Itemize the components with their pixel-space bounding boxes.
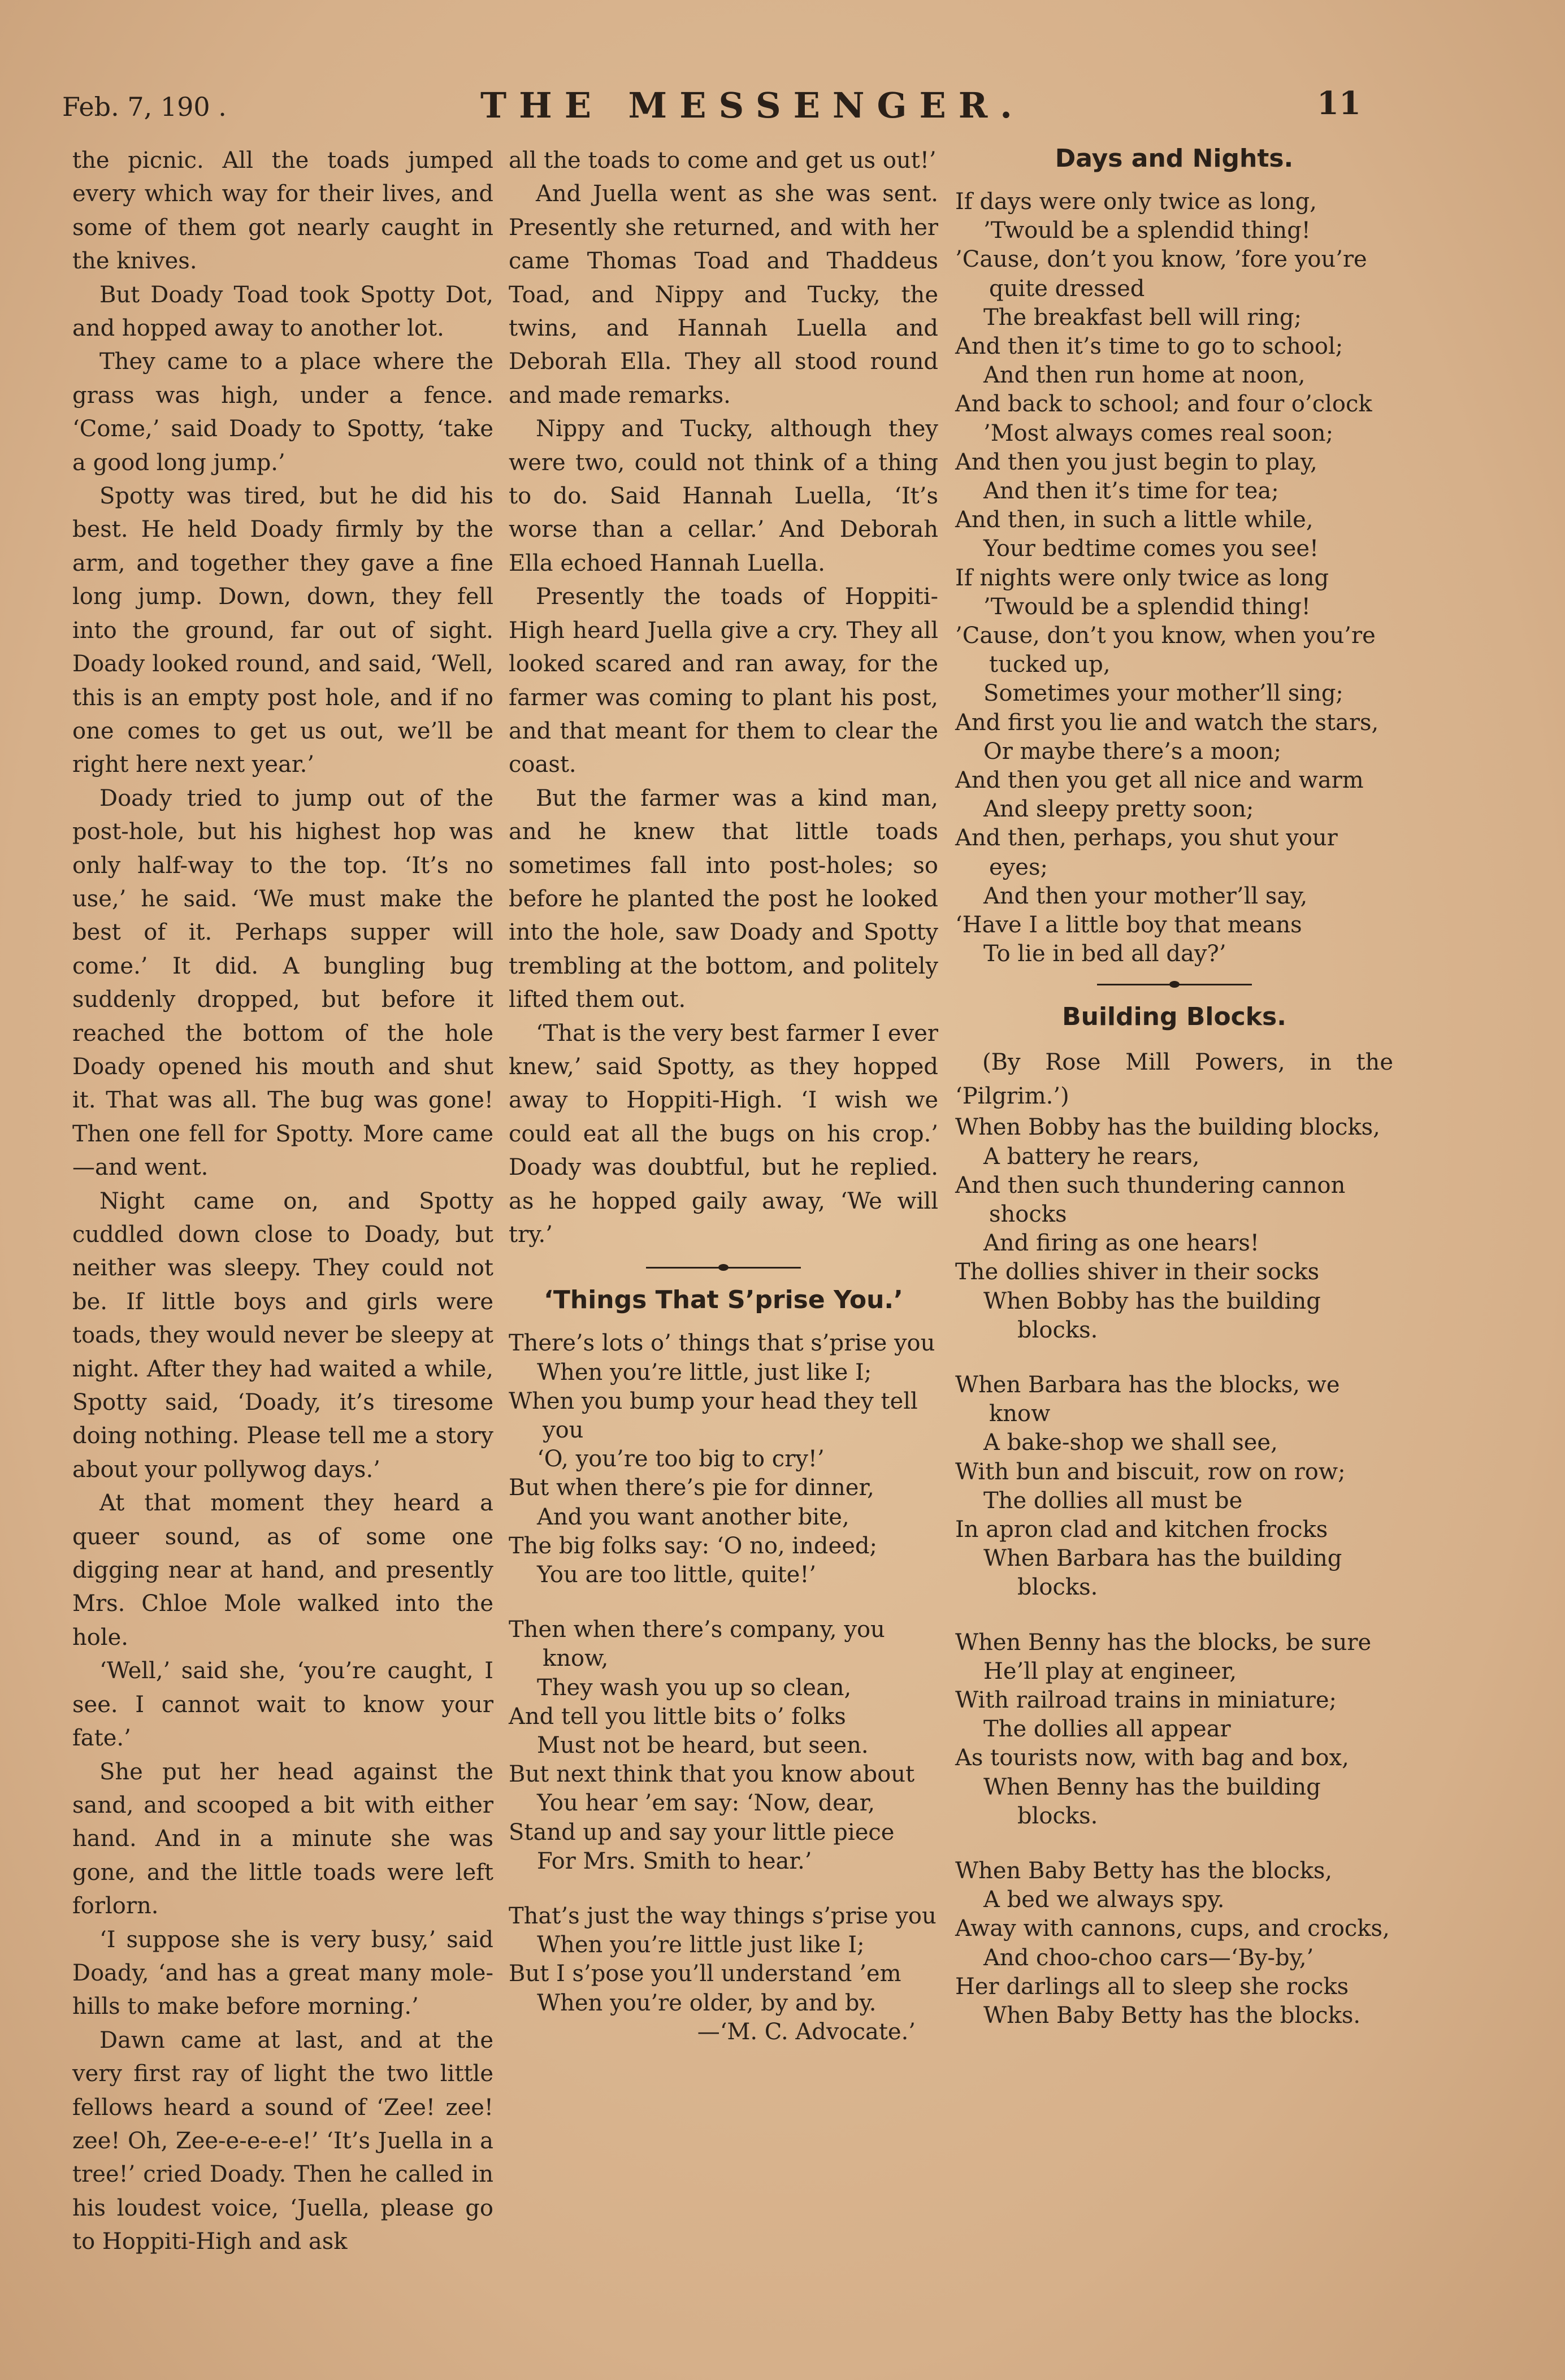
poem-line: For Mrs. Smith to hear.’: [537, 1848, 812, 1874]
poem-line: And first you lie and watch the stars,: [955, 709, 1379, 736]
poem-line: When you’re little just like I;: [537, 1932, 865, 1958]
poem-line: When Barbara has the building blocks.: [983, 1545, 1342, 1601]
poem-line: With railroad trains in miniature;: [955, 1687, 1337, 1713]
poem-line: When Bobby has the building blocks.: [983, 1288, 1321, 1343]
poem-line: The dollies all appear: [983, 1716, 1231, 1743]
poem-blocks: [955, 1113, 1393, 2030]
poem-sprise: [509, 1329, 938, 2047]
poem-line: Sometimes your mother’ll sing;: [983, 680, 1343, 707]
story-paragraph: all the toads to come and get us out!’: [509, 147, 937, 173]
poem-line: But I s’pose you’ll understand ’em: [509, 1961, 901, 1987]
poem-line: Then when there’s company, you know,: [509, 1617, 885, 1672]
story-paragraph: Nippy and Tucky, although they were two, could not think of a thing to do. Said Hannah Luella, ‘It’s worse than a cellar.’ And Deborah Ella echoed Hannah Luella.: [509, 416, 938, 576]
story-paragraph: But the farmer was a kind man, and he knew that little toads sometimes fall into post-holes; so before he planted the post he looked into the hole, saw Doady and Spotty trembling at the bottom, and politely lifted them out.: [509, 785, 938, 1013]
story-paragraph: ‘I suppose she is very busy,’ said Doady, ‘and has a great many mole-hills to make before morning.’: [72, 1926, 493, 2020]
poem-line: And then such thundering cannon shocks: [955, 1172, 1346, 1227]
poem-line: Your bedtime comes you see!: [983, 536, 1319, 562]
poem-stanza: [955, 1113, 1393, 1345]
poem-stanza: [509, 1329, 938, 1589]
poem-line: A bake-shop we shall see,: [983, 1430, 1278, 1456]
story-paragraph: Dawn came at last, and at the very first ray of light the two little fellows heard a sound of ‘Zee! zee! zee! Oh, Zee-e-e-e-e!’ ‘It’s Juella in a tree!’ cried Doady. Then he called in his loudest voice, ‘Juella, please go to Hoppiti-High and ask: [72, 2027, 493, 2255]
poem-stanza: [509, 1902, 938, 2047]
poem-line: Stand up and say your little piece: [509, 1819, 895, 1845]
poem-line: Away with cannons, cups, and crocks,: [955, 1916, 1390, 1942]
poem-days: [955, 188, 1393, 968]
poem-line: But when there’s pie for dinner,: [509, 1475, 874, 1501]
story-paragraph: And Juella went as she was sent. Presently she returned, and with her came Thomas Toad and Thaddeus Toad, and Nippy and Tucky, the twins, and Hannah Luella and Deborah Ella. They all stood round and made remarks.: [509, 181, 938, 409]
poem-line: And then, perhaps, you shut your eyes;: [955, 825, 1338, 880]
poem-line: If nights were only twice as long: [955, 564, 1329, 591]
column-story-middle: [509, 144, 938, 2047]
masthead-title: THE MESSENGER.: [480, 85, 1025, 126]
poem-line: You are too little, quite!’: [537, 1562, 817, 1588]
poem-line: And choo-choo cars—‘By-by,’: [983, 1944, 1314, 1971]
poem-stanza: [955, 1857, 1393, 2030]
poem-line: And back to school; and four o’clock: [955, 391, 1372, 418]
section-divider: [509, 1264, 938, 1271]
story-paragraph: Spotty was tired, but he did his best. He held Doady firmly by the arm, and together they gave a fine long jump. Down, down, they fell into the ground, far out of sight. Doady looked round, and said, ‘Well, this is an empty post hole, and if no one comes to get us out, we’ll be right here next year.’: [72, 483, 493, 778]
poem-line: ’Twould be a splendid thing!: [983, 593, 1311, 620]
poem-line: When Benny has the blocks, be sure: [955, 1629, 1372, 1656]
poem-line: And tell you little bits o’ folks: [509, 1703, 846, 1730]
poem-line: The dollies all must be: [983, 1487, 1243, 1514]
page-header: [62, 85, 1361, 136]
poem-stanza: [955, 1628, 1393, 1831]
poem-line: The dollies shiver in their socks: [955, 1259, 1320, 1285]
story-paragraph: She put her head against the sand, and scooped a bit with either hand. And in a minute she was gone, and the little toads were left forlorn.: [72, 1758, 493, 1919]
poem-stanza: [955, 1371, 1393, 1602]
poem-line: When you bump your head they tell you: [509, 1388, 918, 1444]
poem-line: When Barbara has the blocks, we know: [955, 1371, 1340, 1427]
poem-line: When Benny has the building blocks.: [983, 1774, 1321, 1829]
poem-line: And then your mother’ll say,: [983, 883, 1308, 909]
poem-line: And you want another bite,: [537, 1504, 849, 1530]
poem-line: You hear ’em say: ‘Now, dear,: [537, 1790, 875, 1817]
poem-line: And then run home at noon,: [983, 362, 1306, 389]
poem-line: Or maybe there’s a moon;: [983, 738, 1282, 765]
poem-line: Her darlings all to sleep she rocks: [955, 1973, 1349, 2000]
story-paragraph: At that moment they heard a queer sound, as of some one digging near at hand, and presently Mrs. Chloe Mole walked into the hole.: [72, 1490, 493, 1651]
poem-line: And then you get all nice and warm: [955, 767, 1364, 794]
poem-line: When Baby Betty has the blocks,: [955, 1857, 1333, 1884]
poem-line: A bed we always spy.: [983, 1887, 1225, 1913]
poem-title-blocks: Building Blocks.: [1062, 1002, 1286, 1032]
section-divider: [955, 981, 1393, 988]
poem-title-sprise: ‘Things That S’prise You.’: [544, 1285, 903, 1315]
poem-line: If days were only twice as long,: [955, 189, 1317, 215]
column-poems-right: [955, 144, 1393, 2056]
story-paragraph: ‘That is the very best farmer I ever knew,’ said Spotty, as they hopped away to Hoppiti-High. ‘I wish we could eat all the bugs on his crop.’ Doady was doubtful, but he replied. as he hopped gaily away, ‘We will try.’: [509, 1020, 938, 1248]
poem-title-days: Days and Nights.: [1055, 144, 1294, 173]
poem-line: And firing as one hears!: [983, 1230, 1259, 1257]
poem-line: ’Most always comes real soon;: [983, 420, 1334, 446]
poem-line: But next think that you know about: [509, 1761, 915, 1788]
poem-line: That’s just the way things s’prise you: [509, 1903, 937, 1930]
poem-line: With bun and biscuit, row on row;: [955, 1458, 1346, 1485]
poem-line: ’Twould be a splendid thing!: [983, 218, 1311, 244]
poem-line: When Bobby has the building blocks,: [955, 1114, 1380, 1141]
poem-line: ‘Have I a little boy that means: [955, 912, 1302, 939]
poem-line: ‘O, you’re too big to cry!’: [537, 1446, 825, 1473]
poem-line: As tourists now, with bag and box,: [955, 1745, 1349, 1771]
poem-line: A battery he rears,: [983, 1143, 1200, 1170]
poem-line: When you’re little, just like I;: [537, 1359, 872, 1386]
story-paragraph: the picnic. All the toads jumped every which way for their lives, and some of them got nearly caught in the knives.: [72, 147, 493, 275]
poem-line: The big folks say: ‘O no, indeed;: [509, 1532, 877, 1559]
poem-line: And sleepy pretty soon;: [983, 796, 1254, 823]
story-paragraph: But Doady Toad took Spotty Dot, and hopped away to another lot.: [72, 281, 493, 342]
story-paragraph: Presently the toads of Hoppiti-High heard Juella give a cry. They all looked scared and ran away, for the farmer was coming to plant his post, and that meant for them to clear the coast.: [509, 584, 938, 778]
poem-line: And then you just begin to play,: [955, 449, 1317, 475]
column-story-left: [72, 144, 493, 2259]
story-paragraph: ‘Well,’ said she, ‘you’re caught, I see. I cannot wait to know your fate.’: [72, 1658, 493, 1752]
poem-line: And then it’s time to go to school;: [955, 333, 1343, 360]
poem-line: In apron clad and kitchen frocks: [955, 1516, 1328, 1543]
poem-stanza: [509, 1615, 938, 1876]
poem-line: The breakfast bell will ring;: [983, 304, 1302, 331]
poem-line: When you’re older, by and by.: [537, 1990, 877, 2016]
poem-line: There’s lots o’ things that s’prise you: [509, 1330, 935, 1357]
poem-line: ’Cause, don’t you know, ’fore you’re quite dressed: [955, 246, 1367, 302]
poem-line: And then it’s time for tea;: [983, 478, 1279, 505]
poem-line: They wash you up so clean,: [537, 1674, 852, 1701]
page-number: 11: [1317, 85, 1361, 122]
poem-credit: —‘M. C. Advocate.’: [697, 2018, 916, 2045]
poem-line: Must not be heard, but seen.: [537, 1732, 869, 1759]
story-paragraph: Doady tried to jump out of the post-hole, but his highest hop was only half-way to the top. ‘It’s no use,’ he said. ‘We must make the best of it. Perhaps supper will come.’ It did. A bungling bug suddenly dropped, but before it reached the bottom of the hole Doady opened his mouth and shut it. That was all. The bug was gone! Then one fell for Spotty. More came—and went.: [72, 785, 493, 1181]
issue-date: Feb. 7, 190 .: [62, 92, 227, 122]
story-paragraph: Night came on, and Spotty cuddled down close to Doady, but neither was sleepy. They could not be. If little boys and girls were toads, they would never be sleepy at night. After they had waited a while, Spotty said, ‘Doady, it’s tiresome doing nothing. Please tell me a story about your pollywog days.’: [72, 1188, 493, 1483]
poem-line: To lie in bed all day?’: [983, 941, 1226, 967]
story-paragraph: They came to a place where the grass was high, under a fence. ‘Come,’ said Doady to Spotty, ‘take a good long jump.’: [72, 349, 493, 476]
poem-line: When Baby Betty has the blocks.: [983, 2002, 1361, 2029]
poem-byline: (By Rose Mill Powers, in the ‘Pilgrim.’): [955, 1049, 1393, 1109]
poem-line: ’Cause, don’t you know, when you’re tucked up,: [955, 623, 1376, 678]
poem-line: And then, in such a little while,: [955, 507, 1313, 533]
poem-line: He’ll play at engineer,: [983, 1658, 1237, 1684]
